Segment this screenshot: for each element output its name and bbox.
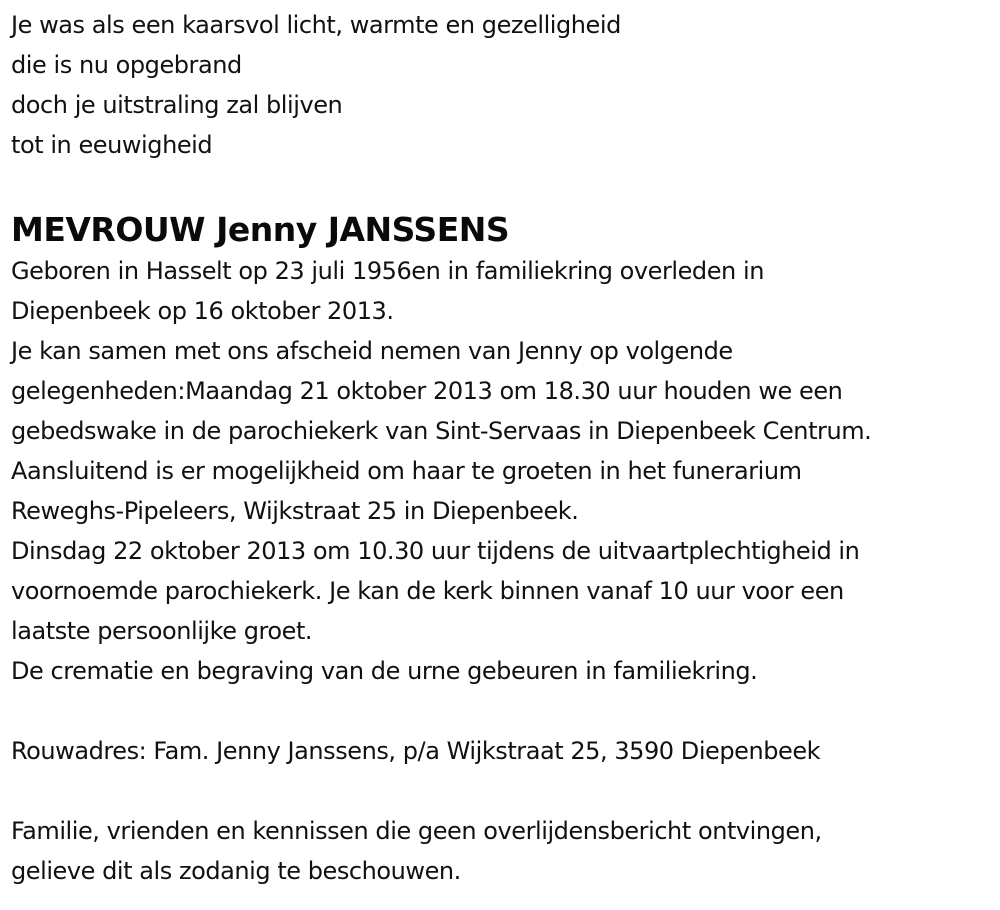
body-line: gelegenheden:Maandag 21 oktober 2013 om 18.30 uur houden we een: [11, 377, 843, 405]
poem-line: doch je uitstraling zal blijven: [11, 91, 343, 119]
body-line: gebedswake in de parochiekerk van Sint-Servaas in Diepenbeek Centrum.: [11, 417, 872, 445]
body-line: Reweghs-Pipeleers, Wijkstraat 25 in Diepenbeek.: [11, 497, 579, 525]
body-line: laatste persoonlijke groet.: [11, 617, 313, 645]
obituary-document: [11, 5, 996, 891]
mourning-address: Rouwadres: Fam. Jenny Janssens, p/a Wijkstraat 25, 3590 Diepenbeek: [11, 737, 821, 765]
spacer: [11, 165, 996, 209]
body-line: Dinsdag 22 oktober 2013 om 10.30 uur tijdens de uitvaartplechtigheid in: [11, 537, 860, 565]
body-line: De crematie en begraving van de urne gebeuren in familiekring.: [11, 657, 758, 685]
closing-line: Familie, vrienden en kennissen die geen overlijdensbericht ontvingen,: [11, 817, 822, 845]
spacer: [11, 691, 996, 731]
poem-line: Je was als een kaarsvol licht, warmte en gezelligheid: [11, 11, 621, 39]
body-line: Je kan samen met ons afscheid nemen van Jenny op volgende: [11, 337, 733, 365]
deceased-name: MEVROUW Jenny JANSSENS: [11, 210, 510, 249]
announcement-body: [11, 251, 996, 691]
body-line: Diepenbeek op 16 oktober 2013.: [11, 297, 394, 325]
closing-line: gelieve dit als zodanig te beschouwen.: [11, 857, 461, 885]
body-line: Aansluitend is er mogelijkheid om haar te groeten in het funerarium: [11, 457, 802, 485]
closing-note: [11, 811, 996, 891]
poem-line: tot in eeuwigheid: [11, 131, 213, 159]
spacer: [11, 771, 996, 811]
poem-line: die is nu opgebrand: [11, 51, 242, 79]
body-line: voornoemde parochiekerk. Je kan de kerk binnen vanaf 10 uur voor een: [11, 577, 844, 605]
body-line: Geboren in Hasselt op 23 juli 1956en in familiekring overleden in: [11, 257, 764, 285]
poem: [11, 5, 996, 165]
